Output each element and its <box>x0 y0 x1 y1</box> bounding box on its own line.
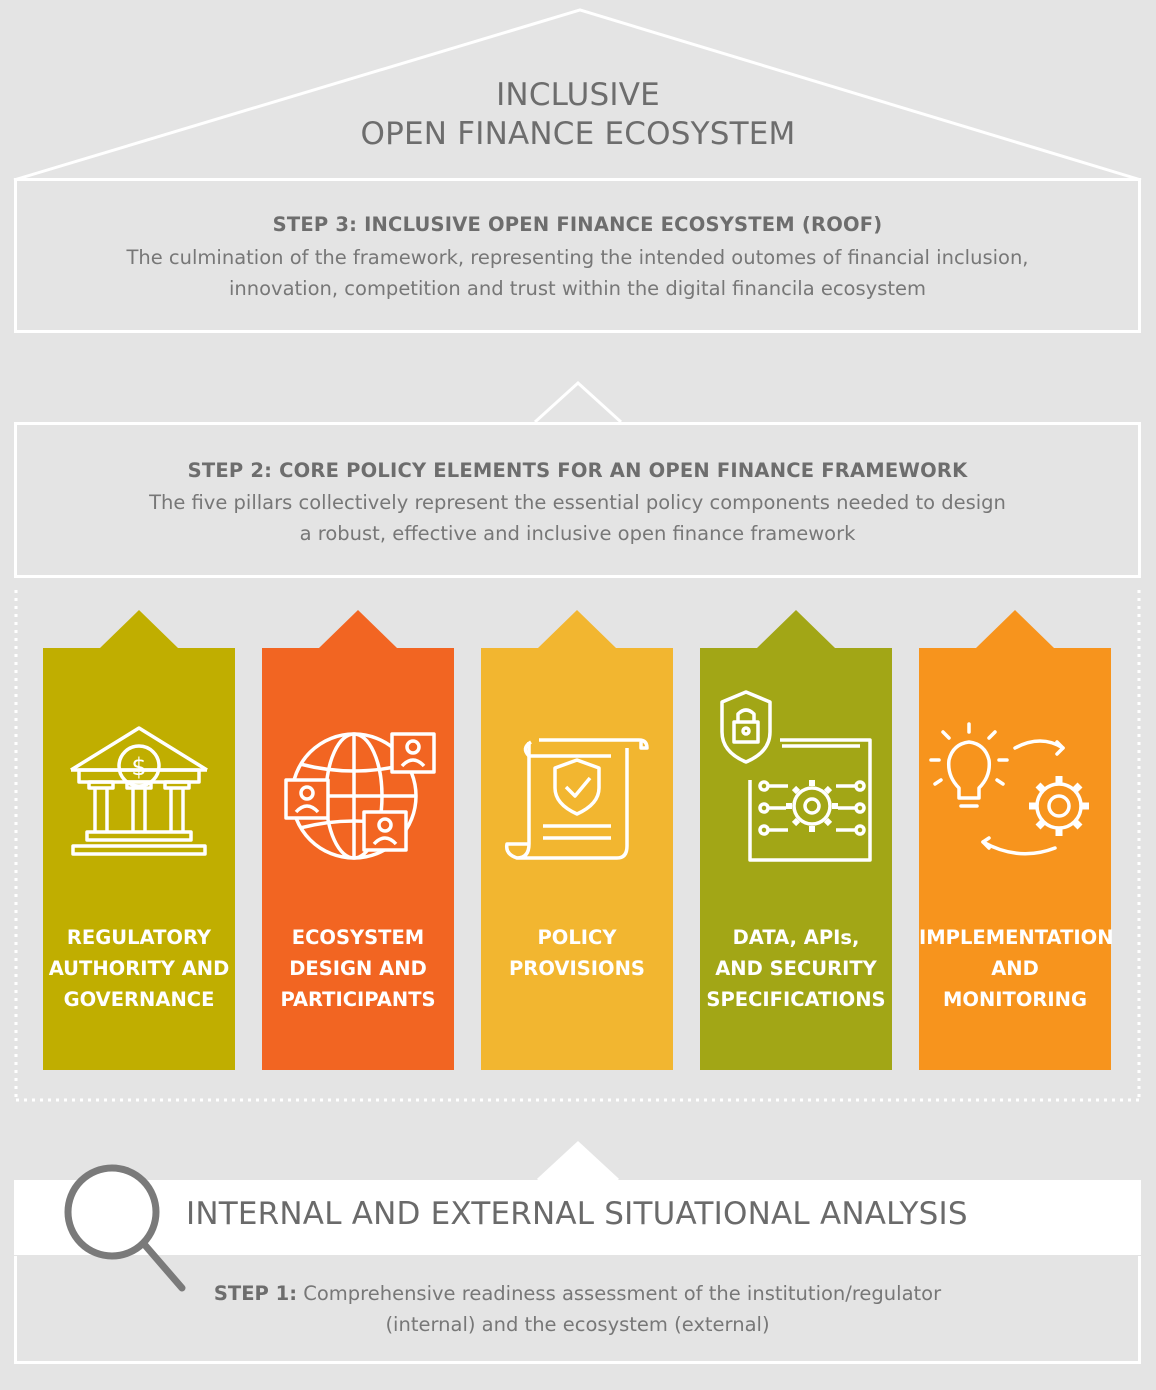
pillar-4-label: DATA, APIs, AND SECURITY SPECIFICATIONS <box>706 926 886 1011</box>
data-security-icon <box>700 648 892 878</box>
step1-desc-line2: (internal) and the ecosystem (external) <box>385 1313 770 1336</box>
pillar-regulatory-authority <box>43 648 235 1070</box>
pillar-arrow-1 <box>100 610 178 648</box>
step2-box <box>14 422 1141 578</box>
pillar-data-apis-security <box>700 648 892 1070</box>
step2-desc-line2: a robust, effective and inclusive open finance framework <box>299 522 856 545</box>
policy-document-icon <box>481 648 673 878</box>
pillar-5-label: IMPLEMENTATION AND MONITORING <box>919 926 1114 1011</box>
roof-title-line2: OPEN FINANCE ECOSYSTEM <box>360 116 796 152</box>
step1-label: STEP 1: <box>213 1282 297 1305</box>
svg-text:$: $ <box>131 753 147 781</box>
pillar-arrow-3 <box>538 610 616 648</box>
pillar-1-label: REGULATORY AUTHORITY AND GOVERNANCE <box>48 926 230 1011</box>
globe-network-icon <box>262 648 454 878</box>
step3-desc-line1: The culmination of the framework, representing the intended outomes of financial inclusion, <box>126 246 1029 269</box>
step1-chevron <box>538 1143 618 1180</box>
pillar-policy-provisions <box>481 648 673 1070</box>
step2-desc-line1: The five pillars collectively represent the essential policy components needed to design <box>149 491 1006 514</box>
bank-icon <box>43 648 235 878</box>
pillar-arrow-2 <box>319 610 397 648</box>
step3-desc-line2: innovation, competition and trust within the digital financila ecosystem <box>228 277 926 300</box>
pillar-arrow-5 <box>976 610 1054 648</box>
magnifier-icon <box>60 1160 190 1300</box>
pillar-3-label: POLICY PROVISIONS <box>509 926 645 980</box>
pillar-arrow-4 <box>757 610 835 648</box>
pillar-ecosystem-design <box>262 648 454 1070</box>
pillar-2-label: ECOSYSTEM DESIGN AND PARTICIPANTS <box>280 926 436 1011</box>
analysis-title: INTERNAL AND EXTERNAL SITUATIONAL ANALYSIS <box>186 1196 968 1232</box>
idea-gear-icon <box>919 648 1111 878</box>
step1-desc-line1: STEP 1: Comprehensive readiness assessment of the institution/regulator <box>213 1282 942 1305</box>
step2-chevron <box>535 383 621 422</box>
step3-heading: STEP 3: INCLUSIVE OPEN FINANCE ECOSYSTEM (ROOF) <box>272 213 883 236</box>
pillar-implementation-monitoring <box>919 648 1114 1070</box>
roof-title-line1: INCLUSIVE <box>496 77 660 113</box>
step3-box <box>14 178 1141 333</box>
step2-heading: STEP 2: CORE POLICY ELEMENTS FOR AN OPEN FINANCE FRAMEWORK <box>187 459 968 482</box>
